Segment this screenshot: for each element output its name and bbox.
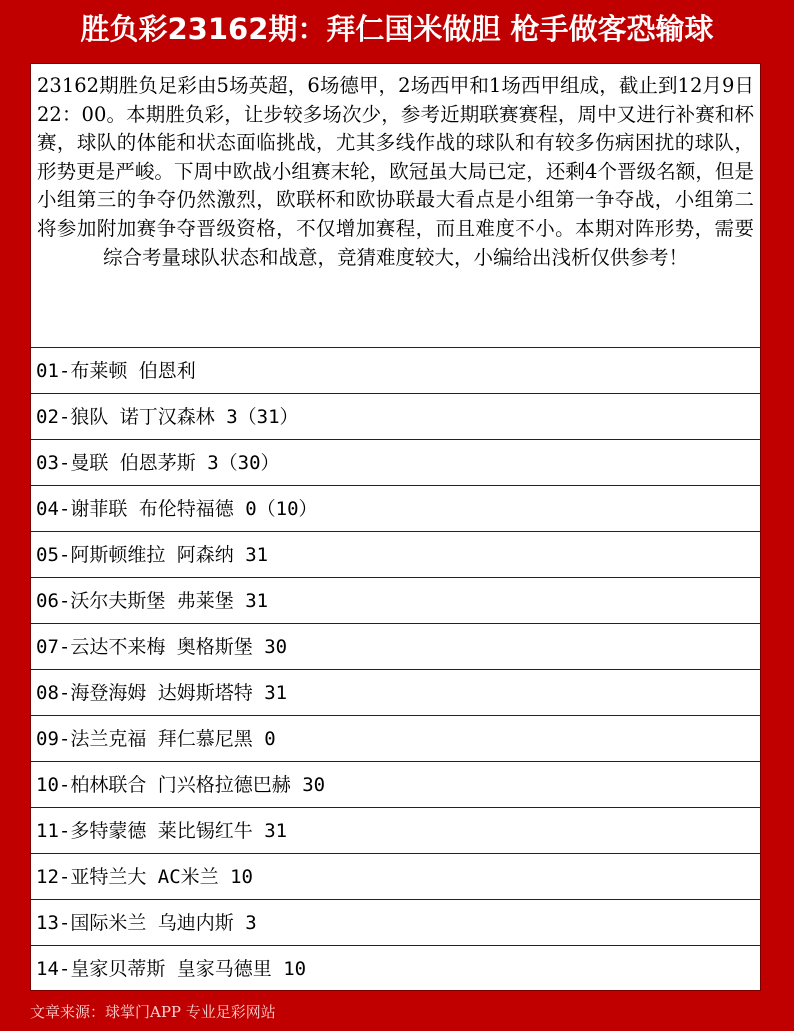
match-row: 08-海登海姆 达姆斯塔特 31 (31, 670, 760, 716)
match-row: 04-谢菲联 布伦特福德 0（10） (31, 486, 760, 532)
match-row: 12-亚特兰大 AC米兰 10 (31, 854, 760, 900)
content-panel (30, 63, 761, 991)
intro-paragraph: 23162期胜负足彩由5场英超，6场德甲，2场西甲和1场西甲组成，截止到12月9日22：00。本期胜负彩，让步较多场次少，参考近期联赛赛程，周中又进行补赛和杯赛，球队的体能和状态面临挑战，尤其多线作战的球队和有较多伤病困扰的球队，形势更是严峻。下周中欧战小组赛末轮，欧冠虽大局已定，还剩4个晋级名额，但是小组第三的争夺仍然激烈，欧联杯和欧协联最大看点是小组第一争夺战，小组第二将参加附加赛争夺晋级资格，不仅增加赛程，而且难度不小。本期对阵形势，需要综合考量球队状态和战意，竞猜难度较大，小编给出浅析仅供参考！ (31, 64, 760, 348)
match-row: 11-多特蒙德 莱比锡红牛 31 (31, 808, 760, 854)
page-title: 胜负彩23162期：拜仁国米做胆 枪手做客恐输球 (80, 12, 714, 46)
match-row: 14-皇家贝蒂斯 皇家马德里 10 (36, 958, 307, 980)
match-row: 01-布莱顿 伯恩利 (31, 348, 760, 394)
match-row: 10-柏林联合 门兴格拉德巴赫 30 (31, 762, 760, 808)
match-row: 05-阿斯顿维拉 阿森纳 31 (31, 532, 760, 578)
match-row: 09-法兰克福 拜仁慕尼黑 0 (31, 716, 760, 762)
match-row: 07-云达不来梅 奥格斯堡 30 (31, 624, 760, 670)
match-row: 03-曼联 伯恩茅斯 3（30） (31, 440, 760, 486)
match-row: 06-沃尔夫斯堡 弗莱堡 31 (31, 578, 760, 624)
match-row: 13-国际米兰 乌迪内斯 3 (31, 900, 760, 946)
source-footer: 文章来源：球掌门APP 专业足彩网站 (30, 1003, 276, 1021)
match-row: 02-狼队 诺丁汉森林 3（31） (31, 394, 760, 440)
match-list (31, 348, 760, 992)
